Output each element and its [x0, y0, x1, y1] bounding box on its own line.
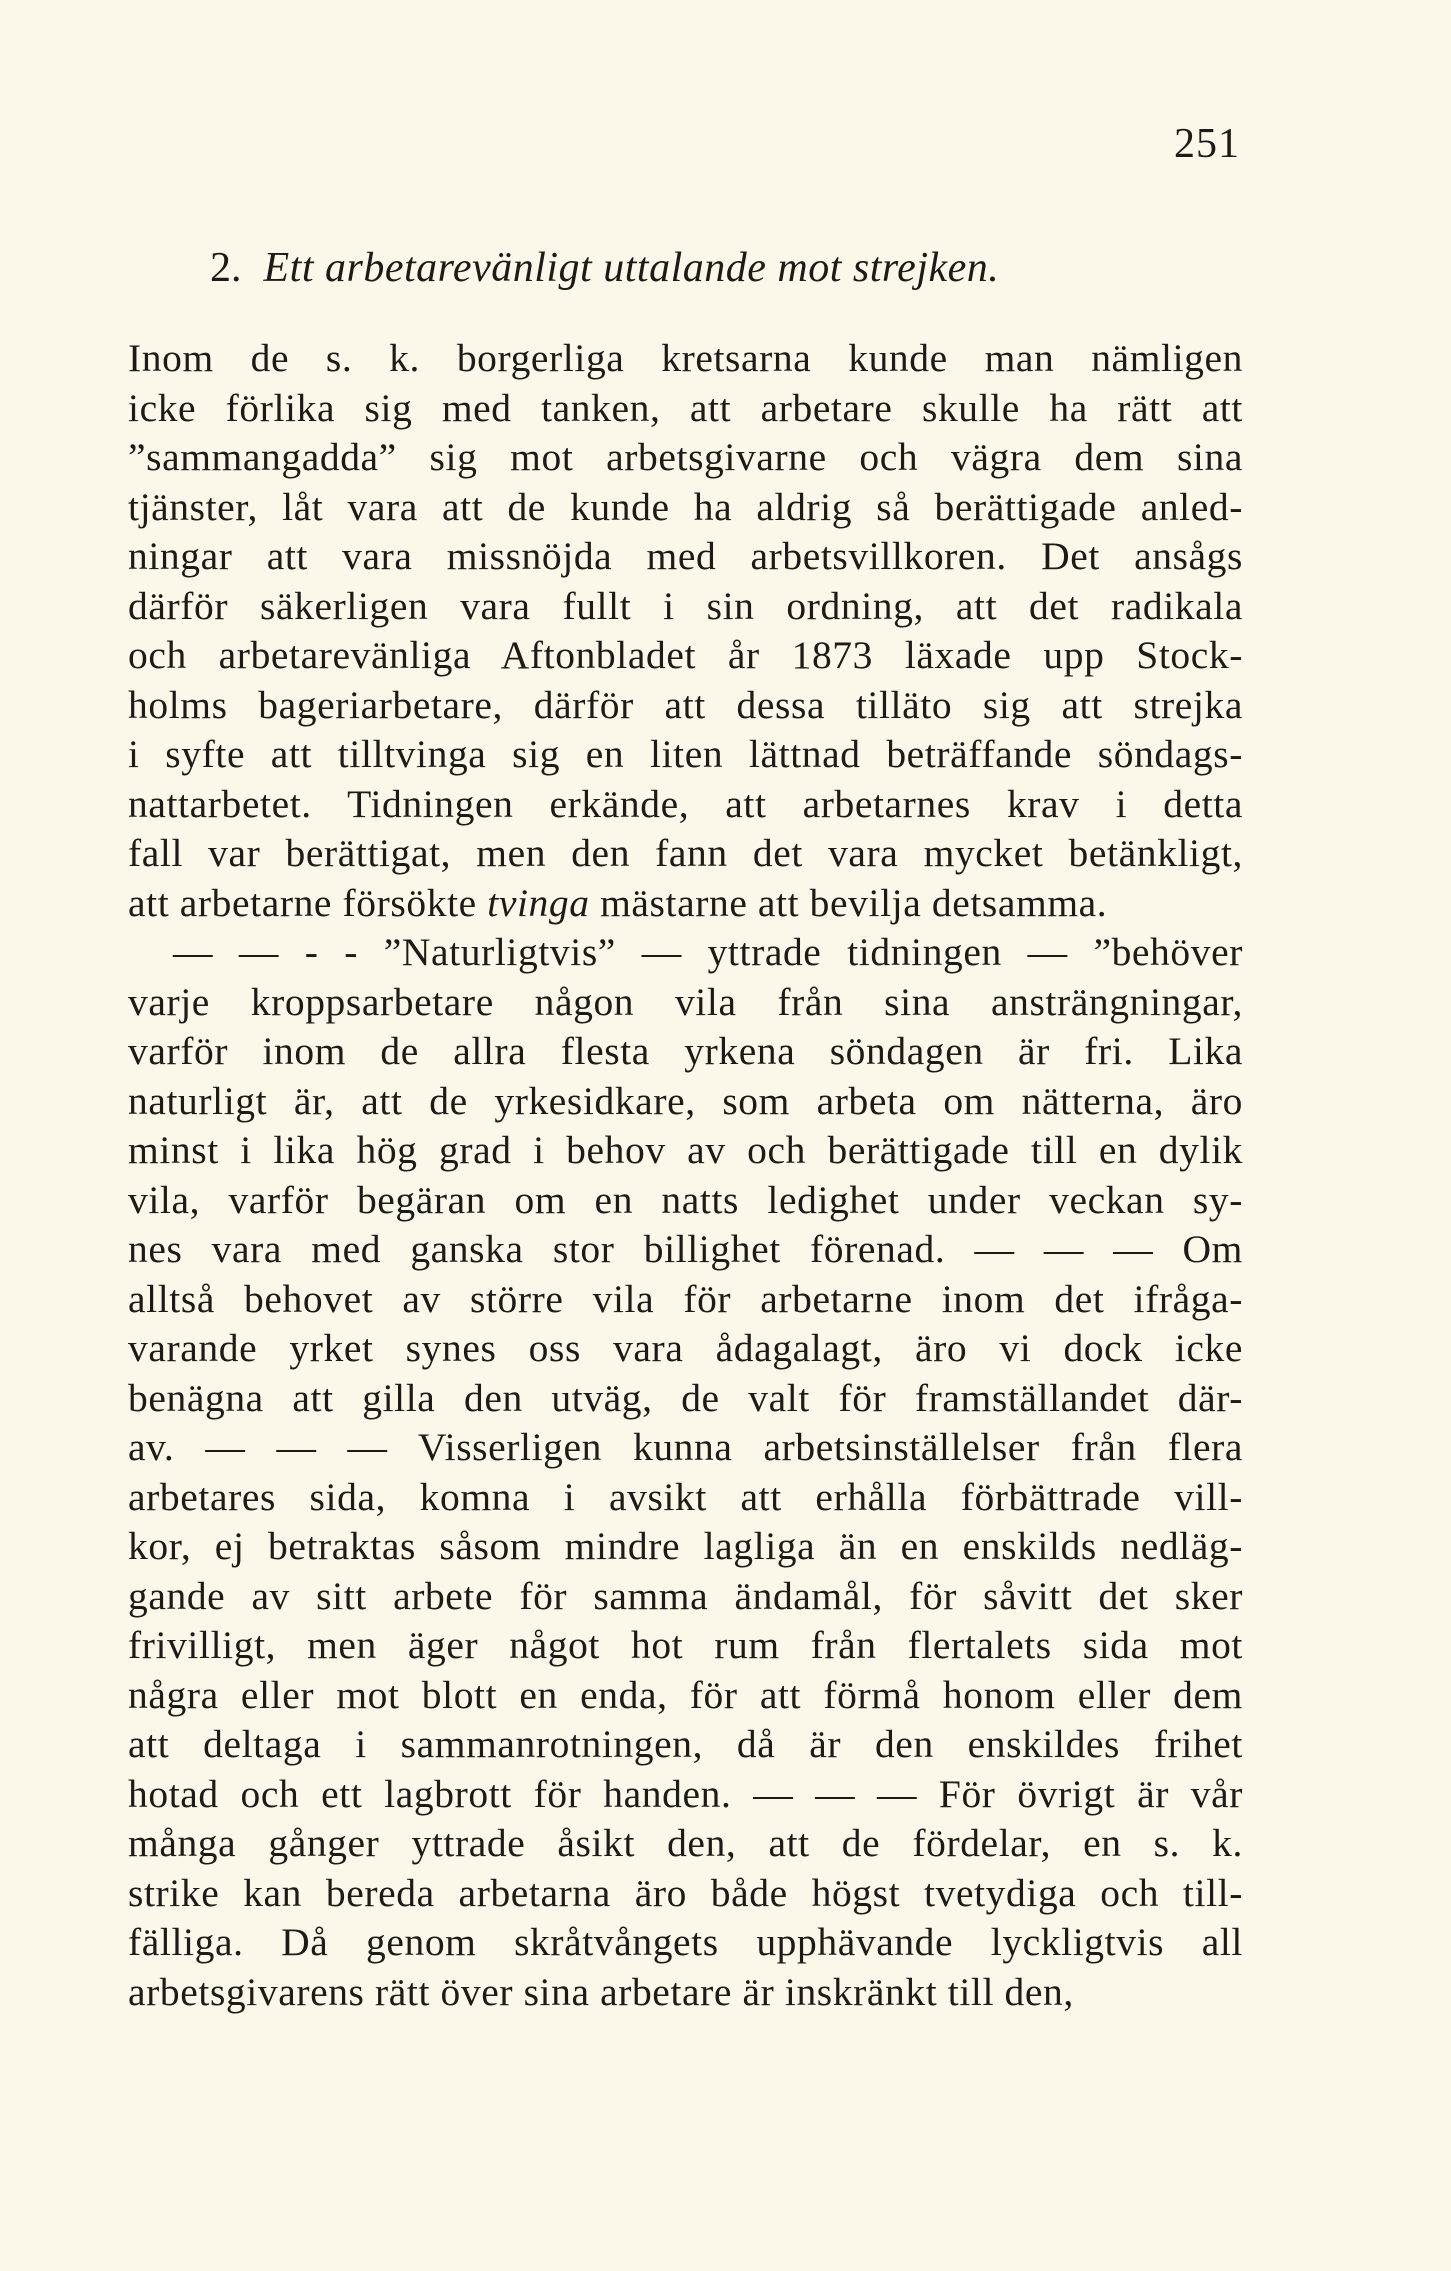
emphasized-word: tvinga	[487, 880, 590, 925]
text-segment: att arbetarne försökte	[128, 880, 488, 925]
text-line: ningar att vara missnöjda med arbetsvillkoren. Det ansågs	[128, 534, 1243, 578]
text-line: varande yrket synes oss vara ådagalagt, äro vi dock icke	[128, 1326, 1243, 1370]
text-line: många gånger yttrade åsikt den, att de fördelar, en s. k.	[128, 1821, 1243, 1865]
text-line: holms bageriarbetare, därför att dessa tilläto sig att strejka	[128, 682, 1243, 727]
text-line: varje kroppsarbetare någon vila från sina ansträngningar,	[128, 979, 1243, 1024]
text-line: icke förlika sig med tanken, att arbetare skulle ha rätt att	[128, 385, 1243, 430]
text-line: minst i lika hög grad i behov av och berättigade till en dylik	[128, 1128, 1243, 1172]
text-line: benägna att gilla den utväg, de valt för framställandet där-	[128, 1375, 1243, 1420]
text-line: gande av sitt arbete för samma ändamål, för såvitt det sker	[128, 1573, 1243, 1618]
text-line-with-emphasis	[128, 879, 1243, 929]
text-line: ”sammangadda” sig mot arbetsgivarne och vägra dem sina	[128, 435, 1243, 479]
text-line: tjänster, låt vara att de kunde ha aldrig så berättigade anled-	[128, 484, 1243, 529]
text-line: därför säkerligen vara fullt i sin ordning, att det radikala	[128, 583, 1243, 628]
text-line: vila, varför begäran om en natts ledighet under veckan sy-	[128, 1177, 1243, 1222]
text-line: arbetsgivarens rätt över sina arbetare är inskränkt till den,	[128, 1969, 1074, 2014]
text-line: nattarbetet. Tidningen erkände, att arbetarnes krav i detta	[128, 781, 1243, 826]
text-line: fälliga. Då genom skråtvångets upphävande lyckligtvis all	[128, 1920, 1243, 1964]
page-number: 251	[1174, 121, 1240, 167]
text-segment: mästarne att bevilja detsamma.	[589, 880, 1108, 925]
text-line: strike kan bereda arbetarna äro både högst tvetydiga och till-	[128, 1870, 1243, 1915]
text-line: nes vara med ganska stor billighet förenad. — — — Om	[128, 1227, 1243, 1271]
text-line: några eller mot blott en enda, för att förmå honom eller dem	[128, 1672, 1243, 1717]
text-line: att deltaga i sammanrotningen, då är den enskildes frihet	[128, 1722, 1243, 1766]
text-line: varför inom de allra flesta yrkena söndagen är fri. Lika	[128, 1029, 1243, 1073]
text-line: naturligt är, att de yrkesidkare, som arbeta om nätterna, äro	[128, 1078, 1243, 1123]
text-line: frivilligt, men äger något hot rum från flertalets sida mot	[128, 1623, 1243, 1667]
text-line: arbetares sida, komna i avsikt att erhålla förbättrade vill-	[128, 1474, 1243, 1519]
text-line: hotad och ett lagbrott för handen. — — — För övrigt är vår	[128, 1771, 1243, 1816]
text-line: fall var berättigat, men den fann det vara mycket betänkligt,	[128, 831, 1243, 875]
section-title: Ett arbetarevänligt uttalande mot strejken.	[263, 245, 1000, 291]
text-line: av. — — — Visserligen kunna arbetsinställelser från flera	[128, 1425, 1243, 1469]
text-line: och arbetarevänliga Aftonbladet år 1873 läxade upp Stock-	[128, 633, 1243, 677]
text-line: kor, ej betraktas såsom mindre lagliga än en enskilds nedläg-	[128, 1524, 1243, 1568]
text-line: alltså behovet av större vila för arbetarne inom det ifråga-	[128, 1276, 1243, 1321]
section-heading	[210, 244, 999, 292]
text-line: — — - - ”Naturligtvis” — yttrade tidningen — ”behöver	[173, 930, 1243, 974]
section-number: 2.	[210, 245, 242, 291]
text-line: Inom de s. k. borgerliga kretsarna kunde man nämligen	[128, 336, 1243, 380]
text-line: i syfte att tilltvinga sig en liten lättnad beträffande söndags-	[128, 732, 1243, 776]
body-text	[128, 334, 1243, 2017]
